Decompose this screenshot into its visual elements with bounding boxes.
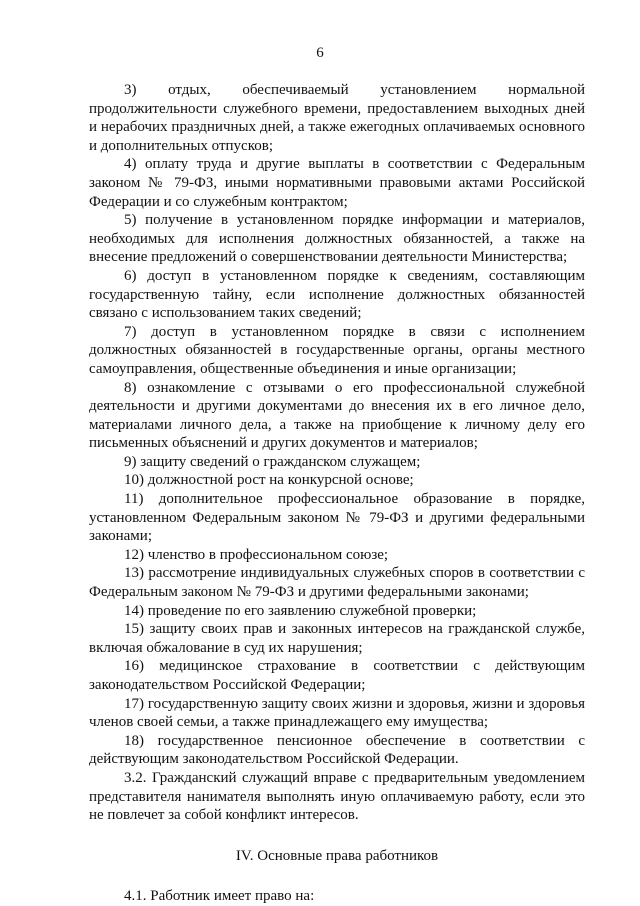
list-item: 18) государственное пенсионное обеспечение в соответствии с действующим законодательством Российской Федерации. bbox=[89, 732, 585, 768]
list-item: 17) государственную защиту своих жизни и здоровья, жизни и здоровья членов своей семьи, а также принадлежащего ему имущества; bbox=[89, 695, 585, 731]
list-item: 4) оплату труда и другие выплаты в соответствии с Федеральным законом № 79-ФЗ, иными нормативными правовыми актами Российской Федерации и со служебным контрактом; bbox=[89, 156, 585, 210]
document-body bbox=[89, 81, 585, 906]
list-item: 6) доступ в установленном порядке к сведениям, составляющим государственную тайну, если исполнение должностных обязанностей связано с использованием таких сведений; bbox=[89, 267, 585, 322]
list-item: 16) медицинское страхование в соответствии с действующим законодательством Российской Федерации; bbox=[89, 658, 585, 693]
list-item: 3) отдых, обеспечиваемый установлением нормальной продолжительности служебного времени, предоставлением выходных дней и нерабочих праздничных дней, а также ежегодных оплачиваемых основного и дополнительных отпусков; bbox=[89, 82, 585, 154]
list-item: 10) должностной рост на конкурсной основе; bbox=[124, 472, 414, 489]
section-intro: 4.1. Работник имеет право на: bbox=[124, 888, 315, 905]
list-item: 11) дополнительное профессиональное образование в порядке, установленном Федеральным законом № 79-ФЗ и другими федеральными законами; bbox=[89, 491, 585, 545]
section-heading: IV. Основные права работников bbox=[235, 847, 439, 864]
clause-paragraph: 3.2. Гражданский служащий вправе с предварительным уведомлением представителя нанимателя выполнять иную оплачиваемую работу, если это не повлечет за собой конфликт интересов. bbox=[89, 769, 585, 824]
list-item: 12) членство в профессиональном союзе; bbox=[124, 546, 389, 563]
list-item: 14) проведение по его заявлению служебной проверки; bbox=[124, 602, 477, 619]
list-item: 5) получение в установленном порядке информации и материалов, необходимых для исполнения должностных обязанностей, а также на внесение предложений о совершенствовании деятельности Министерства; bbox=[89, 212, 585, 266]
list-item: 8) ознакомление с отзывами о его профессиональной служебной деятельности и другими документами до внесения их в его личное дело, материалами личного дела, а также на приобщение к личному делу его письменных объяснений и других документов и материалов; bbox=[89, 379, 585, 452]
list-item: 7) доступ в установленном порядке в связи с исполнением должностных обязанностей в государственные органы, органы местного самоуправления, общественные объединения и иные организации; bbox=[89, 323, 585, 377]
list-item: 13) рассмотрение индивидуальных служебных споров в соответствии с Федеральным законом № 79-ФЗ и другими федеральными законами; bbox=[89, 565, 585, 601]
page-number: 6 bbox=[316, 45, 324, 61]
list-item: 15) защиту своих прав и законных интересов на гражданской службе, включая обжалование в суд их нарушения; bbox=[89, 621, 585, 656]
list-item: 9) защиту сведений о гражданском служащем; bbox=[124, 453, 421, 470]
